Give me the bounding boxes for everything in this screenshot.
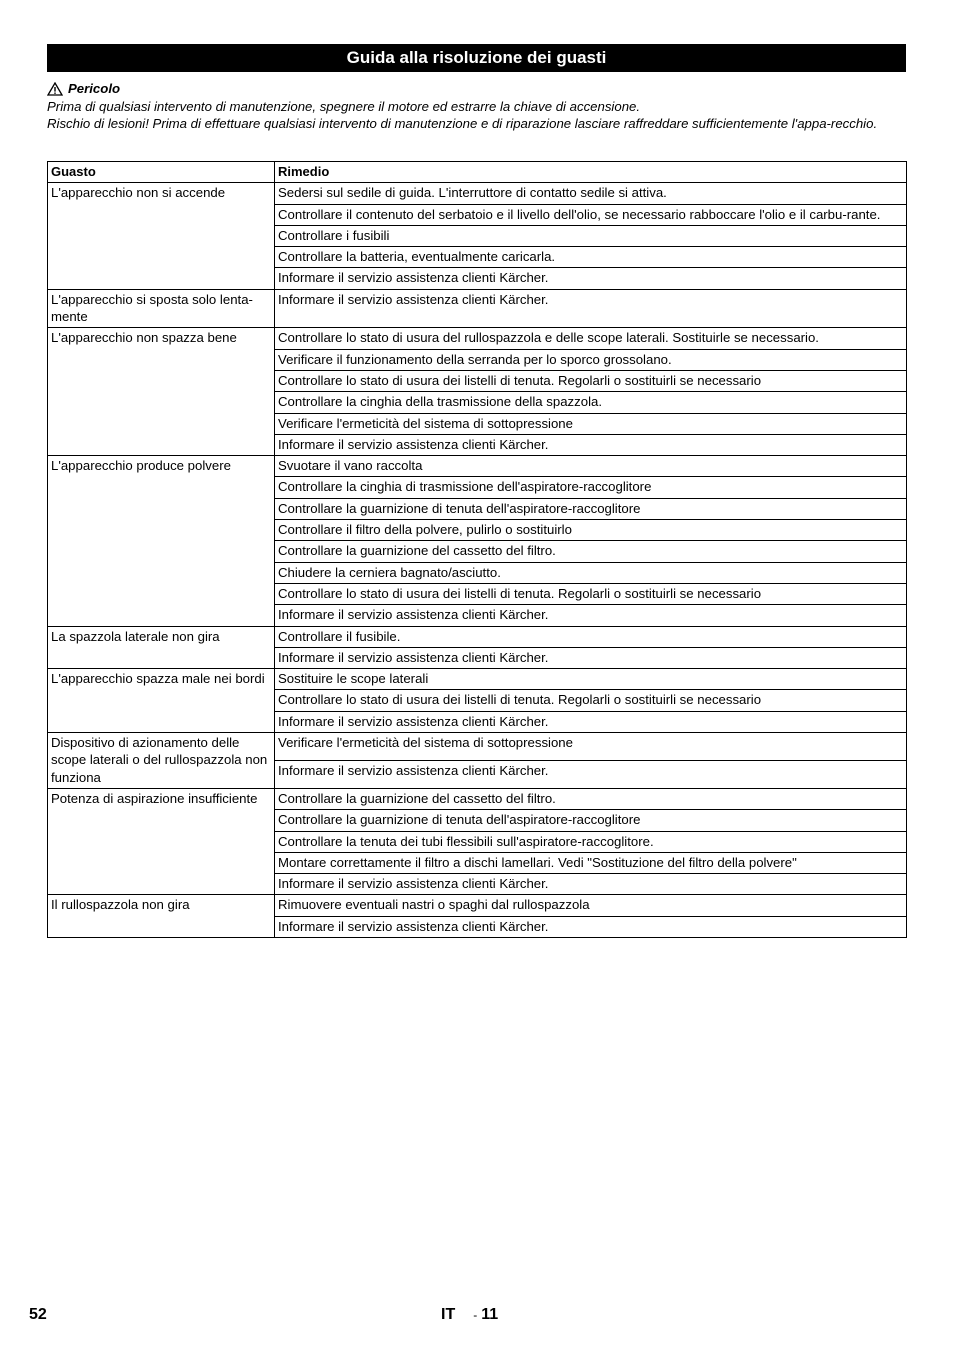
remedy-cell: Controllare lo stato di usura dei listelli di tenuta. Regolarli o sostituirli se necessario	[275, 690, 907, 711]
remedy-cell: Controllare il filtro della polvere, pulirlo o sostituirlo	[275, 520, 907, 541]
footer-separator: -	[473, 1308, 478, 1322]
table-header-row	[48, 162, 907, 183]
fault-cell: Dispositivo di azionamento delle scope laterali o del rullospazzola non funziona	[48, 733, 275, 789]
table-row	[48, 456, 907, 477]
fault-cell: L'apparecchio non si accende	[48, 183, 275, 289]
remedy-cell: Controllare la cinghia di trasmissione dell'aspiratore-raccoglitore	[275, 477, 907, 498]
fault-cell: Potenza di aspirazione insufficiente	[48, 788, 275, 894]
table-row	[48, 328, 907, 349]
fault-cell: Il rullospazzola non gira	[48, 895, 275, 938]
remedy-cell: Verificare il funzionamento della serranda per lo sporco grossolano.	[275, 349, 907, 370]
language-code: IT	[441, 1306, 456, 1323]
remedy-cell: Controllare la guarnizione di tenuta dell'aspiratore-raccoglitore	[275, 498, 907, 519]
fault-cell: L'apparecchio produce polvere	[48, 456, 275, 626]
header-fault: Guasto	[48, 162, 275, 183]
fault-cell: L'apparecchio non spazza bene	[48, 328, 275, 456]
remedy-cell: Sedersi sul sedile di guida. L'interruttore di contatto sedile si attiva.	[275, 183, 907, 204]
table-row	[48, 733, 907, 761]
remedy-cell: Controllare i fusibili	[275, 225, 907, 246]
header-remedy: Rimedio	[275, 162, 907, 183]
remedy-cell: Sostituire le scope laterali	[275, 669, 907, 690]
remedy-cell: Rimuovere eventuali nastri o spaghi dal rullospazzola	[275, 895, 907, 916]
table-row	[48, 626, 907, 647]
danger-text-2: Rischio di lesioni! Prima di effettuare qualsiasi intervento di manutenzione e di riparazione lasciare raffreddare sufficientemente l'appa-recchio.	[47, 116, 878, 131]
remedy-cell: Controllare la guarnizione del cassetto del filtro.	[275, 788, 907, 809]
remedy-cell: Informare il servizio assistenza clienti Kärcher.	[275, 268, 907, 289]
remedy-cell: Informare il servizio assistenza clienti Kärcher.	[275, 874, 907, 895]
table-body	[48, 183, 907, 938]
fault-cell: La spazzola laterale non gira	[48, 626, 275, 669]
danger-text-1: Prima di qualsiasi intervento di manutenzione, spegnere il motore ed estrarre la chiave di accensione.	[47, 98, 641, 114]
remedy-cell: Montare correttamente il filtro a dischi lamellari. Vedi "Sostituzione del filtro della polvere"	[275, 852, 907, 873]
fault-cell: L'apparecchio spazza male nei bordi	[48, 669, 275, 733]
table-row	[48, 895, 907, 916]
page-number: 52	[29, 1306, 47, 1323]
remedy-cell: Svuotare il vano raccolta	[275, 456, 907, 477]
remedy-cell: Verificare l'ermeticità del sistema di sottopressione	[275, 413, 907, 434]
danger-heading	[47, 80, 906, 98]
remedy-cell: Controllare il fusibile.	[275, 626, 907, 647]
troubleshooting-table	[47, 161, 907, 938]
remedy-cell: Controllare lo stato di usura dei listelli di tenuta. Regolarli o sostituirli se necessario	[275, 583, 907, 604]
remedy-cell: Controllare la guarnizione del cassetto del filtro.	[275, 541, 907, 562]
danger-notice	[47, 80, 906, 133]
remedy-cell: Chiudere la cerniera bagnato/asciutto.	[275, 562, 907, 583]
remedy-cell: Informare il servizio assistenza clienti Kärcher.	[275, 647, 907, 668]
table-row	[48, 289, 907, 328]
remedy-cell: Informare il servizio assistenza clienti Kärcher.	[275, 289, 907, 328]
table-row	[48, 669, 907, 690]
remedy-cell: Controllare la tenuta dei tubi flessibili sull'aspiratore-raccoglitore.	[275, 831, 907, 852]
remedy-cell: Informare il servizio assistenza clienti Kärcher.	[275, 760, 907, 788]
danger-heading-text: Pericolo	[68, 81, 121, 96]
remedy-cell: Informare il servizio assistenza clienti Kärcher.	[275, 434, 907, 455]
remedy-cell: Controllare il contenuto del serbatoio e il livello dell'olio, se necessario rabboccare l'olio e il carbu-rante.	[275, 204, 907, 225]
remedy-cell: Informare il servizio assistenza clienti Kärcher.	[275, 916, 907, 937]
remedy-cell: Informare il servizio assistenza clienti Kärcher.	[275, 605, 907, 626]
fault-cell: L'apparecchio si sposta solo lenta-mente	[48, 289, 275, 328]
remedy-cell: Controllare la cinghia della trasmissione della spazzola.	[275, 392, 907, 413]
remedy-cell: Controllare lo stato di usura dei listelli di tenuta. Regolarli o sostituirli se necessario	[275, 370, 907, 391]
remedy-cell: Controllare la guarnizione di tenuta dell'aspiratore-raccoglitore	[275, 810, 907, 831]
remedy-cell: Informare il servizio assistenza clienti Kärcher.	[275, 711, 907, 732]
remedy-cell: Controllare lo stato di usura del rullospazzola e delle scope laterali. Sostituirle se necessario.	[275, 328, 907, 349]
warning-triangle-icon	[47, 82, 63, 96]
footer-language	[441, 1306, 498, 1324]
section-page: 11	[481, 1306, 499, 1323]
remedy-cell: Controllare la batteria, eventualmente caricarla.	[275, 247, 907, 268]
table-row	[48, 788, 907, 809]
page-title: Guida alla risoluzione dei guasti	[47, 44, 906, 72]
remedy-cell: Verificare l'ermeticità del sistema di sottopressione	[275, 733, 907, 761]
table-row	[48, 183, 907, 204]
